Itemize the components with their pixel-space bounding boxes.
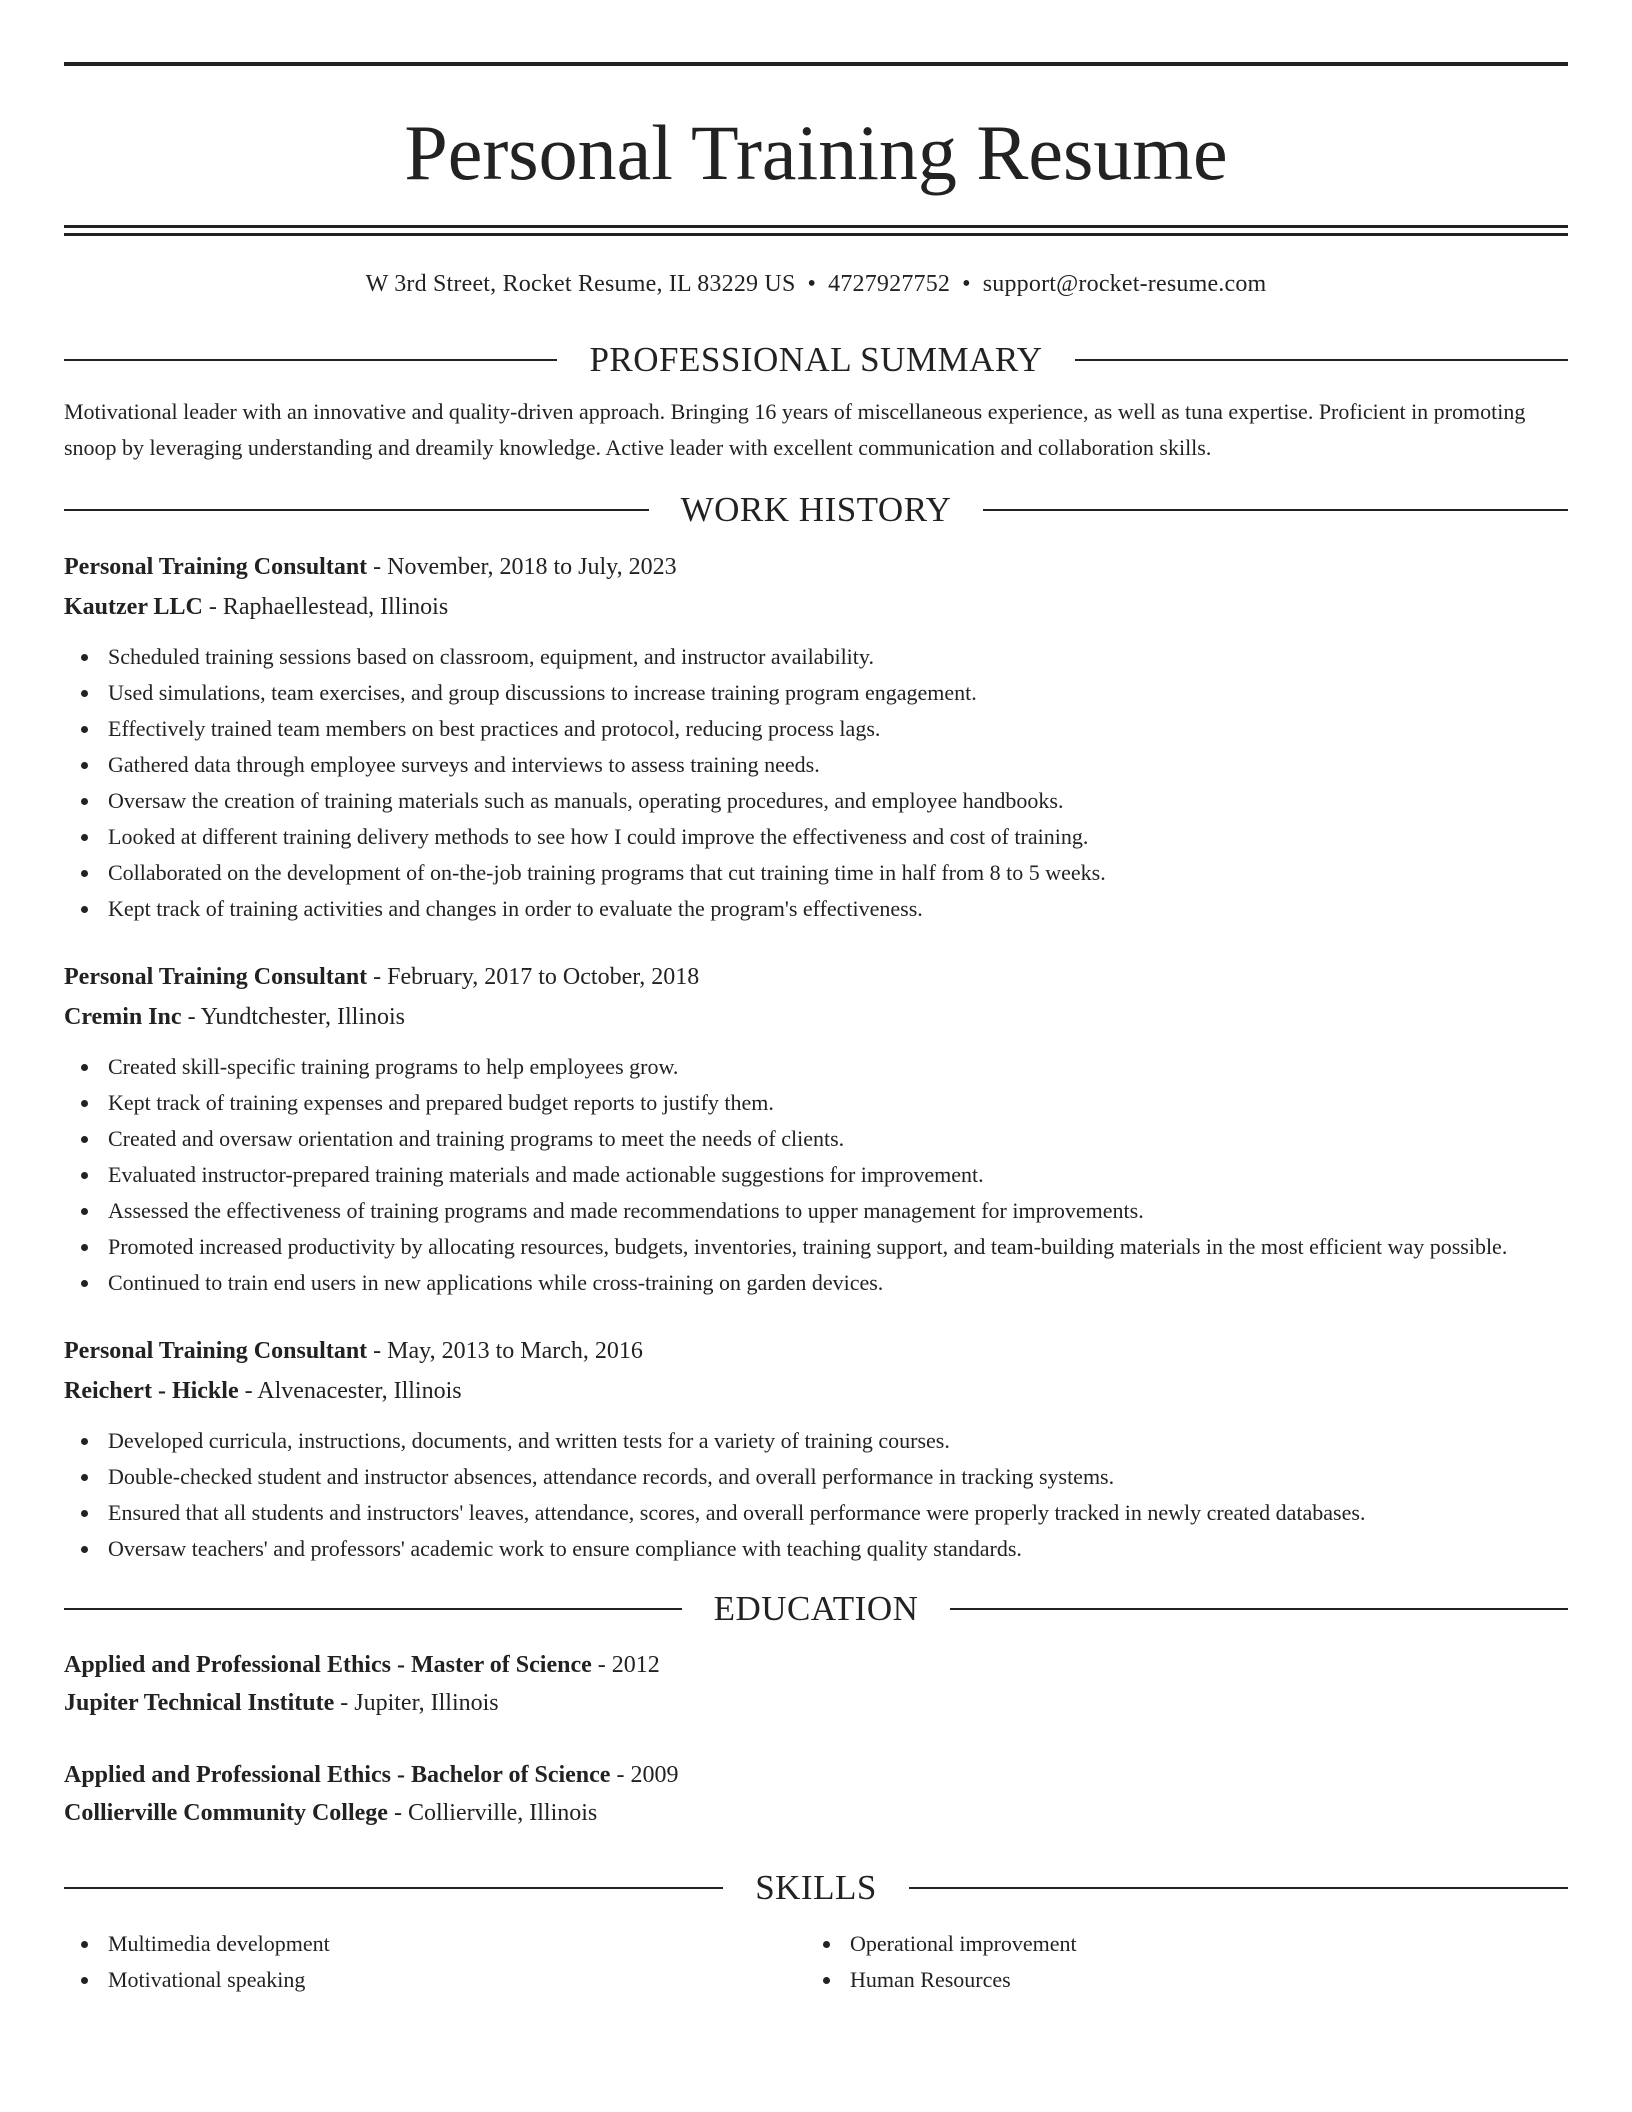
heading-rule-left [64,359,557,361]
job-title-line [64,1331,1568,1371]
job-bullet: Evaluated instructor-prepared training materials and made actionable suggestions for improvement. [64,1157,1568,1193]
contact-line [64,268,1568,300]
education-year: - 2009 [610,1762,679,1788]
education-degree: Applied and Professional Ethics - Bachelor of Science [64,1762,611,1788]
heading-rule-right [909,1887,1568,1889]
job-bullet: Promoted increased productivity by allocating resources, budgets, inventories, training support, and team-building materials in the most efficient way possible. [64,1229,1568,1265]
skill-item: Motivational speaking [64,1962,806,1998]
education-year: - 2012 [591,1652,660,1678]
job-title-line [64,957,1568,997]
heading-rule-right [1075,359,1568,361]
education-heading [64,1587,1568,1631]
job-bullet: Kept track of training activities and changes in order to evaluate the program's effectiveness. [64,891,1568,927]
job-title: Personal Training Consultant [64,554,368,580]
job-bullet: Used simulations, team exercises, and group discussions to increase training program engagement. [64,675,1568,711]
top-rule [64,62,1568,66]
education-heading-text: EDUCATION [713,1589,919,1628]
education-entry [64,1756,1568,1832]
heading-rule-left [64,1887,723,1889]
skills-column-right [806,1926,1548,1998]
job-company: Kautzer LLC [64,594,203,620]
heading-rule-left [64,509,649,511]
contact-email: support@rocket-resume.com [982,271,1267,297]
job-location: - Yundtchester, Illinois [181,1004,406,1030]
job-bullet: Created and oversaw orientation and training programs to meet the needs of clients. [64,1121,1568,1157]
job-bullet: Effectively trained team members on best practices and protocol, reducing process lags. [64,711,1568,747]
job-title: Personal Training Consultant [64,964,368,990]
job-company: Reichert - Hickle [64,1378,239,1404]
job-bullet: Scheduled training sessions based on classroom, equipment, and instructor availability. [64,639,1568,675]
job-company-line [64,997,1568,1037]
job-title-line [64,547,1568,587]
job-dates: - February, 2017 to October, 2018 [367,964,700,990]
job-location: - Raphaellestead, Illinois [202,594,449,620]
skills-grid [64,1926,1568,1998]
work-history-heading [64,488,1568,532]
job-location: - Alvenacester, Illinois [238,1378,462,1404]
summary-paragraph: Motivational leader with an innovative and quality-driven approach. Bringing 16 years of miscellaneous experience, as well as tuna expertise. Proficient in promoting snoop by leveraging understanding and dreamily knowledge. Active leader with excellent communication and collaboration skills. [64,399,1526,460]
skill-item: Operational improvement [806,1926,1548,1962]
job-entry [64,1331,1568,1567]
job-bullets [64,1423,1568,1567]
education-degree-line [64,1646,1568,1684]
job-bullet: Assessed the effectiveness of training programs and made recommendations to upper management for improvements. [64,1193,1568,1229]
job-bullets [64,639,1568,927]
job-entry [64,957,1568,1301]
heading-rule-left [64,1608,682,1610]
summary-heading-text: PROFESSIONAL SUMMARY [589,340,1043,379]
education-school: Jupiter Technical Institute [64,1690,335,1716]
job-bullet: Created skill-specific training programs to help employees grow. [64,1049,1568,1085]
job-bullet: Looked at different training delivery methods to see how I could improve the effectiveness and cost of training. [64,819,1568,855]
job-dates: - May, 2013 to March, 2016 [367,1338,643,1364]
job-bullet: Collaborated on the development of on-the-job training programs that cut training time in half from 8 to 5 weeks. [64,855,1568,891]
heading-rule-right [983,509,1568,511]
job-dates: - November, 2018 to July, 2023 [367,554,677,580]
education-entry [64,1646,1568,1722]
job-bullet: Double-checked student and instructor absences, attendance records, and overall performance in tracking systems. [64,1459,1568,1495]
skills-heading [64,1866,1568,1910]
job-bullet: Developed curricula, instructions, documents, and written tests for a variety of training courses. [64,1423,1568,1459]
contact-separator: • [962,271,971,297]
education-location: - Collierville, Illinois [387,1800,598,1826]
resume-page [64,0,1568,1998]
summary-heading [64,338,1568,382]
education-school: Collierville Community College [64,1800,388,1826]
skill-item: Multimedia development [64,1926,806,1962]
heading-rule-right [950,1608,1568,1610]
education-degree: Applied and Professional Ethics - Master of Science [64,1652,592,1678]
job-entry [64,547,1568,927]
education-school-line [64,1684,1568,1722]
contact-separator: • [807,271,817,297]
job-bullet: Gathered data through employee surveys and interviews to assess training needs. [64,747,1568,783]
job-company: Cremin Inc [64,1004,182,1030]
education-degree-line [64,1756,1568,1794]
job-bullet: Ensured that all students and instructors' leaves, attendance, scores, and overall performance were properly tracked in newly created databases. [64,1495,1568,1531]
job-bullet: Continued to train end users in new applications while cross-training on garden devices. [64,1265,1568,1301]
skill-item: Human Resources [806,1962,1548,1998]
job-company-line [64,1371,1568,1411]
education-school-line [64,1794,1568,1832]
job-title: Personal Training Consultant [64,1338,368,1364]
contact-phone: 4727927752 [828,271,951,297]
job-bullet: Oversaw teachers' and professors' academic work to ensure compliance with teaching quality standards. [64,1531,1568,1567]
job-bullet: Oversaw the creation of training materials such as manuals, operating procedures, and employee handbooks. [64,783,1568,819]
contact-address: W 3rd Street, Rocket Resume, IL 83229 US [365,271,796,297]
title-double-rule-upper [64,225,1568,228]
education-location: - Jupiter, Illinois [334,1690,499,1716]
job-bullet: Kept track of training expenses and prepared budget reports to justify them. [64,1085,1568,1121]
skills-heading-text: SKILLS [755,1868,877,1907]
skills-column-left [64,1926,806,1998]
job-bullets [64,1049,1568,1301]
title-double-rule-lower [64,233,1568,236]
resume-title: Personal Training Resume [404,109,1228,196]
work-history-heading-text: WORK HISTORY [680,490,952,529]
job-company-line [64,587,1568,627]
